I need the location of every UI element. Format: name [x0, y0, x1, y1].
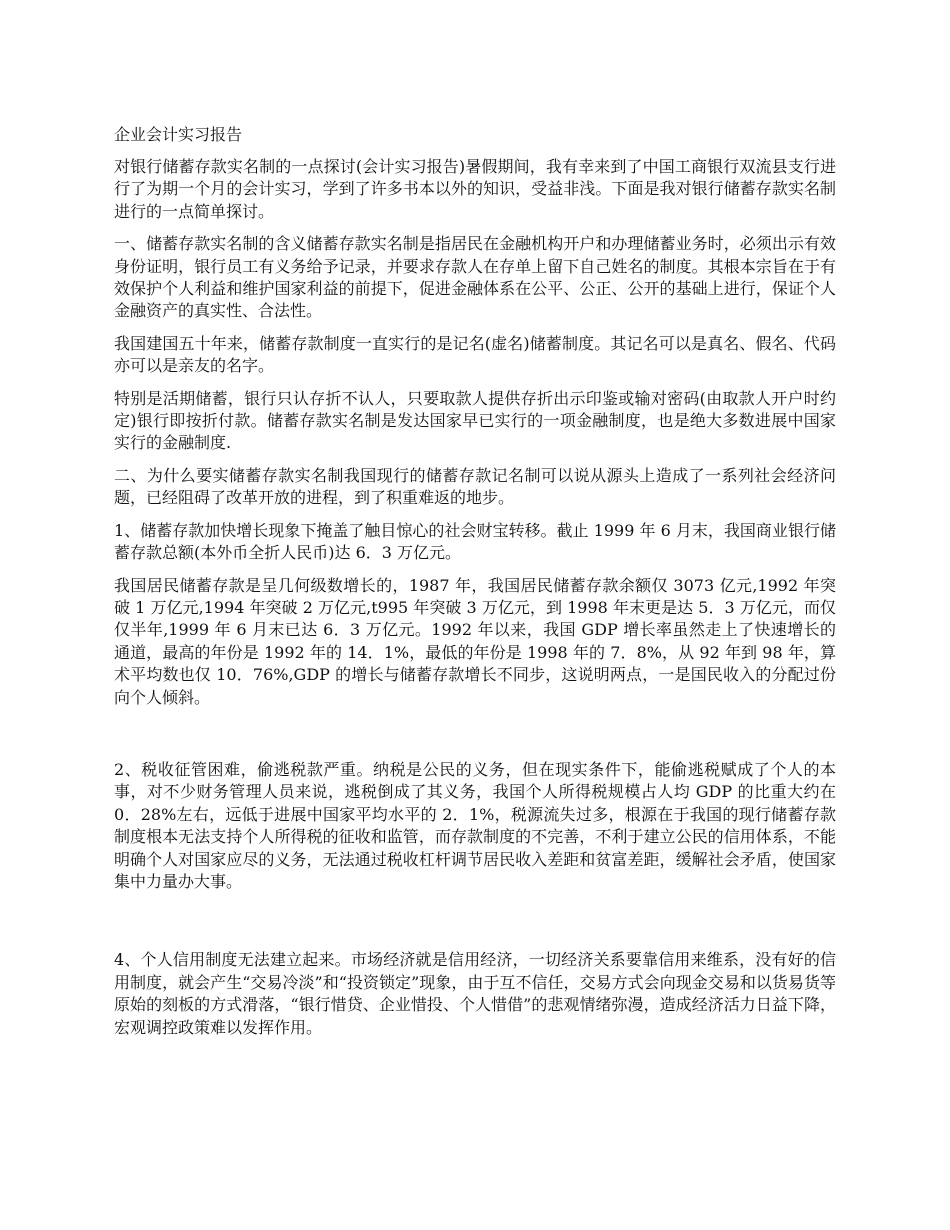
paragraph-section-2: 二、为什么要实储蓄存款实名制我国现行的储蓄存款记名制可以说从源头上造成了一系列社会经济问题，已经阻碍了改革开放的进程，到了积重难返的地步。	[114, 465, 836, 508]
paragraph-intro: 对银行储蓄存款实名制的一点探讨(会计实习报告)暑假期间，我有幸来到了中国工商银行双流县支行进行了为期一个月的会计实习，学到了许多书本以外的知识，受益非浅。下面是我对银行储蓄存款实名制进行的一点简单探讨。	[114, 157, 836, 221]
document-page	[114, 124, 836, 1049]
paragraph-growth: 我国居民储蓄存款是呈几何级数增长的，1987 年，我国居民储蓄存款余额仅 3073 亿元,1992 年突破 1 万亿元,1994 年突破 2 万亿元,t995 年突破 3 万亿元，到 1998 年末更是达 5．3 万亿元，而仅仅半年,1999 年 6 月末已达 6．3 万亿元。1992 年以来，我国 GDP 增长率虽然走上了快速增长的通道，最高的年份是 1992 年的 14．1%，最低的年份是 1998 年的 7．8%，从 92 年到 98 年，算术平均数也仅 10．76%,GDP 的增长与储蓄存款增长不同步，这说明两点，一是国民收入的分配过份向个人倾斜。	[114, 575, 836, 707]
blank-gap	[114, 903, 836, 949]
blank-gap	[114, 719, 836, 759]
paragraph-history: 我国建国五十年来，储蓄存款制度一直实行的是记名(虚名)储蓄制度。其记名可以是真名、假名、代码亦可以是亲友的名字。	[114, 333, 836, 376]
paragraph-point-2: 2、税收征管困难，偷逃税款严重。纳税是公民的义务，但在现实条件下，能偷逃税赋成了个人的本事，对不少财务管理人员来说，逃税倒成了其义务，我国个人所得税规模占人均 GDP 的比重大约在 0．28%左右，远低于进展中国家平均水平的 2．1%，税源流失过多，根源在于我国的现行储蓄存款制度根本无法支持个人所得税的征收和监管，而存款制度的不完善，不利于建立公民的信用体系，不能明确个人对国家应尽的义务，无法通过税收杠杆调节居民收入差距和贫富差距，缓解社会矛盾，使国家集中力量办大事。	[114, 759, 836, 891]
paragraph-current-deposit: 特别是活期储蓄，银行只认存折不认人，只要取款人提供存折出示印鉴或输对密码(由取款人开户时约定)银行即按折付款。储蓄存款实名制是发达国家早已实行的一项金融制度，也是绝大多数进展中国家实行的金融制度.	[114, 388, 836, 453]
document-title: 企业会计实习报告	[114, 125, 243, 144]
paragraph-point-1: 1、储蓄存款加快增长现象下掩盖了触目惊心的社会财宝转移。截止 1999 年 6 月末，我国商业银行储蓄存款总额(本外币全折人民币)达 6．3 万亿元。	[114, 520, 836, 563]
paragraph-point-4: 4、个人信用制度无法建立起来。市场经济就是信用经济，一切经济关系要靠信用来维系，没有好的信用制度，就会产生“交易冷淡”和“投资锁定”现象，由于互不信任，交易方式会向现金交易和以货易货等原始的刻板的方式滑落，“银行惜贷、企业惜投、个人惜借”的悲观情绪弥漫，造成经济活力日益下降，宏观调控政策难以发挥作用。	[114, 950, 836, 1037]
paragraph-section-1: 一、储蓄存款实名制的含义储蓄存款实名制是指居民在金融机构开户和办理储蓄业务时，必须出示有效身份证明，银行员工有义务给予记录，并要求存款人在存单上留下自己姓名的制度。其根本宗旨在于有效保护个人利益和维护国家利益的前提下，促进金融体系在公平、公正、公开的基础上进行，保证个人金融资产的真实性、合法性。	[114, 234, 836, 321]
